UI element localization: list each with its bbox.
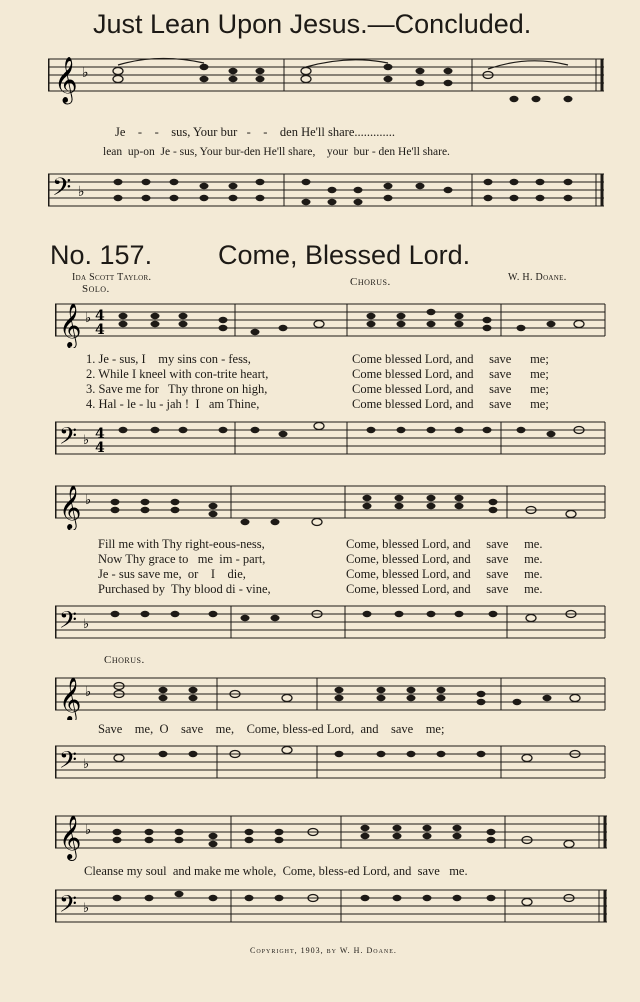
- chorus-lyric-line-1: Save me, O save me, Come, bless-ed Lord, and save me;: [98, 722, 445, 736]
- bass-clef-icon: 𝄢: [59, 746, 78, 779]
- refrain4-part2: Come, blessed Lord, and save me.: [346, 582, 543, 596]
- copyright-notice: Copyright, 1903, by W. H. Doane.: [250, 946, 397, 955]
- refrain2-part1: Come blessed Lord, and save me;: [352, 367, 549, 381]
- bass-staff-svg: [55, 602, 610, 652]
- hymn-composer: W. H. Doane.: [508, 272, 567, 283]
- verse4-part1: 4. Hal - le - lu - jah ! I am Thine,: [86, 397, 260, 411]
- svg-text:4: 4: [95, 426, 105, 442]
- svg-text:♭: ♭: [82, 65, 89, 81]
- svg-text:♭: ♭: [85, 685, 92, 700]
- chorus-label: Chorus.: [104, 654, 145, 666]
- bass-clef-icon: 𝄢: [59, 422, 78, 455]
- svg-text:♭: ♭: [83, 617, 90, 632]
- chorus1-bass-staff: [55, 742, 610, 790]
- bass-staff-svg: [55, 418, 610, 466]
- treble-clef-icon: 𝄞: [59, 303, 82, 347]
- refrain4-part1: Come blessed Lord, and save me;: [352, 397, 549, 411]
- bass-clef-icon: 𝄢: [59, 606, 78, 639]
- treble-staff-svg: [48, 55, 608, 115]
- concluded-treble-staff: [48, 55, 608, 115]
- chorus-lyric-line-2: Cleanse my soul and make me whole, Come, bless-ed Lord, and save me.: [84, 864, 468, 878]
- verse2-part1: 2. While I kneel with con-trite heart,: [86, 367, 269, 381]
- system2-treble-staff: [55, 482, 610, 530]
- refrain3-part1: Come blessed Lord, and save me;: [352, 382, 549, 396]
- hymn-author: Ida Scott Taylor.: [72, 272, 152, 283]
- solo-label: Solo.: [82, 283, 110, 295]
- verse3-part2: Je - sus save me, or I die,: [98, 567, 246, 581]
- bass-staff-svg: [55, 886, 610, 938]
- treble-staff-svg: [55, 812, 610, 862]
- treble-clef-icon: 𝄞: [59, 485, 82, 529]
- system1-treble-staff: [55, 300, 610, 348]
- svg-text:♭: ♭: [83, 433, 90, 448]
- verse4-part2: Purchased by Thy blood di - vine,: [98, 582, 271, 596]
- bass-clef-icon: 𝄢: [52, 173, 72, 208]
- refrain2-part2: Come, blessed Lord, and save me.: [346, 552, 543, 566]
- treble-clef-icon: 𝄞: [59, 815, 82, 859]
- bass-staff-svg: [48, 170, 608, 222]
- svg-text:♭: ♭: [85, 311, 92, 326]
- svg-text:4: 4: [95, 440, 105, 456]
- chorus2-bass-staff: [55, 886, 610, 938]
- svg-text:♭: ♭: [78, 184, 85, 200]
- svg-text:♭: ♭: [85, 493, 92, 508]
- treble-staff-svg: [55, 300, 610, 348]
- refrain1-part1: Come blessed Lord, and save me;: [352, 352, 549, 366]
- treble-clef-icon: 𝄞: [54, 57, 78, 103]
- svg-text:4: 4: [95, 308, 105, 324]
- chorus1-treble-staff: [55, 674, 610, 720]
- system1-bass-staff: [55, 418, 610, 466]
- refrain3-part2: Come, blessed Lord, and save me.: [346, 567, 543, 581]
- concluded-lyric-line-1: Je - - sus, Your bur - - den He'll share.............: [115, 125, 395, 139]
- treble-staff-svg: [55, 482, 610, 530]
- bass-clef-icon: 𝄢: [59, 890, 78, 923]
- verse2-part2: Now Thy grace to me im - part,: [98, 552, 266, 566]
- concluded-lyric-line-2: lean up-on Je - sus, Your bur-den He'll share, your bur - den He'll share.: [103, 146, 450, 158]
- verse1-part1: 1. Je - sus, I my sins con - fess,: [86, 352, 251, 366]
- svg-text:♭: ♭: [85, 823, 92, 838]
- hymn-title: Come, Blessed Lord.: [218, 240, 471, 270]
- verse1-part2: Fill me with Thy right-eous-ness,: [98, 537, 265, 551]
- svg-text:4: 4: [95, 322, 105, 338]
- hymn-number: No. 157.: [50, 240, 153, 270]
- chorus2-treble-staff: [55, 812, 610, 862]
- system2-bass-staff: [55, 602, 610, 652]
- refrain1-part2: Come, blessed Lord, and save me.: [346, 537, 543, 551]
- treble-staff-svg: [55, 674, 610, 720]
- chorus-label-top: Chorus.: [350, 276, 391, 288]
- page-header-title: Just Lean Upon Jesus.—Concluded.: [93, 9, 532, 39]
- verse3-part1: 3. Save me for Thy throne on high,: [86, 382, 268, 396]
- svg-text:♭: ♭: [83, 901, 90, 916]
- treble-clef-icon: 𝄞: [59, 677, 82, 720]
- bass-staff-svg: [55, 742, 610, 790]
- concluded-bass-staff: [48, 170, 608, 222]
- svg-text:♭: ♭: [83, 757, 90, 772]
